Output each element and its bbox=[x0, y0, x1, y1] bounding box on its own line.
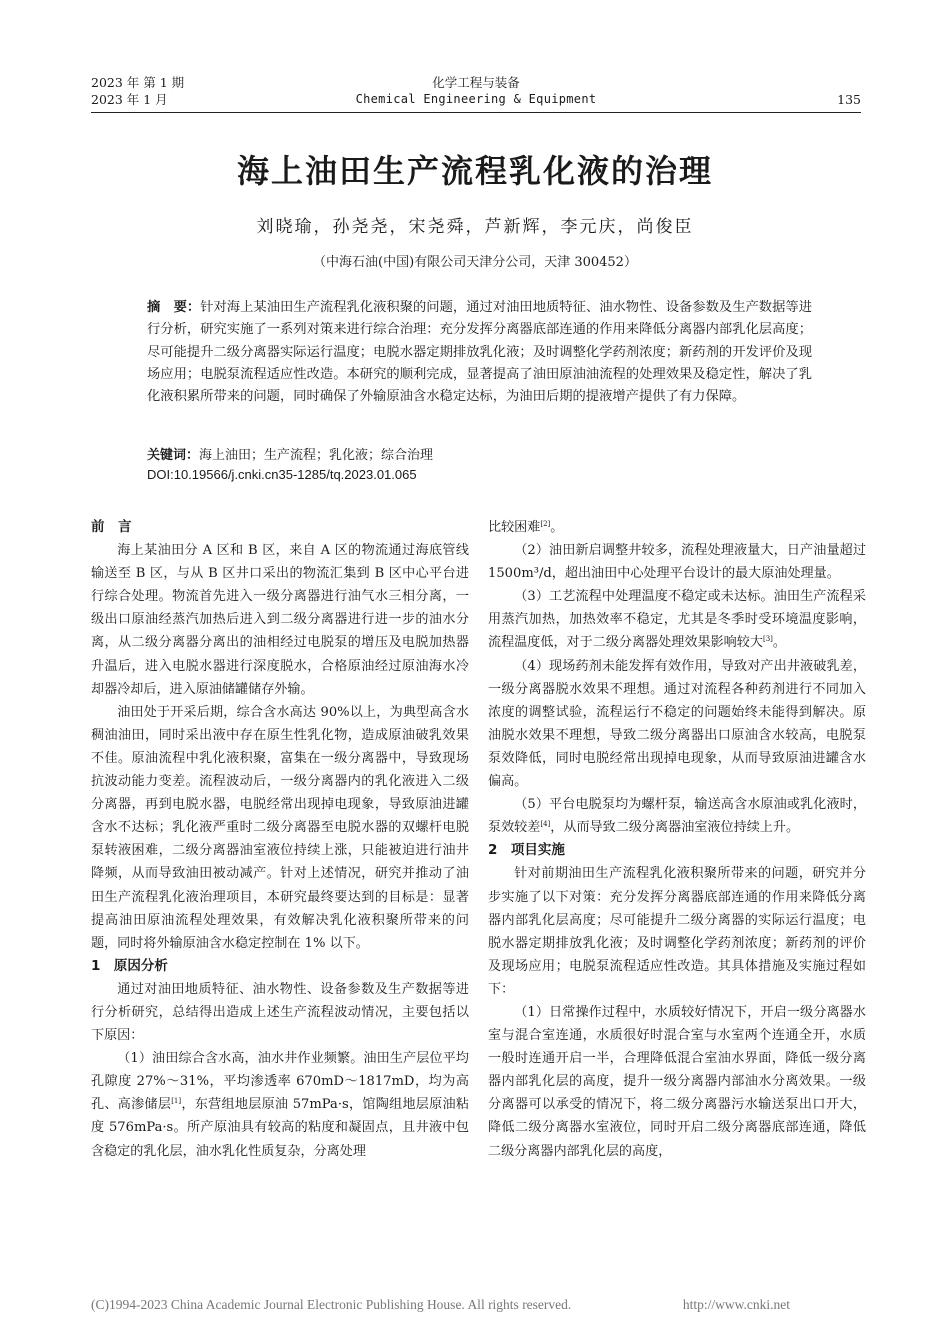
affiliation: （中海石油(中国)有限公司天津分公司，天津 300452） bbox=[313, 255, 637, 270]
authors: 刘晓瑜，孙尧尧，宋尧舜，芦新辉，李元庆，尚俊臣 bbox=[256, 217, 694, 237]
paragraph: 比较困难[2]。 bbox=[488, 520, 564, 535]
header-center bbox=[91, 74, 861, 108]
paragraph: （3）工艺流程中处理温度不稳定或未达标。油田生产流程采用蒸汽加热，加热效率不稳定，尤其是冬季时受环境温度影响，流程温度低，对于二级分离器处理效果影响较大[3]。 bbox=[488, 589, 866, 651]
keywords bbox=[147, 445, 433, 466]
paragraph: 通过对油田地质特征、油水物性、设备参数及生产数据等进行分析研究，总结得出造成上述生产流程波动情况，主要包括以下原因： bbox=[91, 981, 469, 1044]
paragraph: （5）平台电脱泵均为螺杆泵，输送高含水原油或乳化液时，泵效较差[4]，从而导致二级分离器油室液位持续上升。 bbox=[488, 797, 866, 836]
right-column bbox=[488, 516, 866, 1163]
abstract-label: 摘 要： bbox=[147, 300, 201, 315]
citation-ref: [2] bbox=[540, 520, 551, 528]
paragraph: （1）日常操作过程中，水质较好情况下，开启一级分离器水室与混合室连通，水质很好时混合室与水室两个连通全开，水质一般时连通开启一半，合理降低混合室油水界面，降低一级分离器内部乳化层的高度，提升一级分离器内部油水分离效果。一级分离器可以承受的情况下，将二级分离器污水输送泵出口开大，降低二级分离器水室液位，同时开启二级分离器底部连通，降低二级分离器内部乳化层的高度， bbox=[488, 1004, 866, 1159]
section-intro-heading: 前 言 bbox=[91, 519, 132, 535]
keywords-text: 海上油田；生产流程；乳化液；综合治理 bbox=[199, 448, 434, 463]
running-header bbox=[91, 74, 861, 114]
citation-ref: [3] bbox=[762, 635, 773, 644]
abstract-text: 针对海上某油田生产流程乳化液积聚的问题，通过对油田地质特征、油水物性、设备参数及生产数据等进行分析，研究实施了一系列对策来进行综合治理：充分发挥分离器底部连通的作用来降低分离器内部乳化层高度；尽可能提升二级分离器实际运行温度；电脱水器定期排放乳化液；及时调整化学药剂浓度；新药剂的开发评价及现场应用；电脱泵流程适应性改造。本研究的顺利完成，显著提高了油田原油油流程的处理效果及稳定性，解决了乳化液积累所带来的问题，同时确保了外输原油含水稳定达标，为油田后期的提液增产提供了有力保障。 bbox=[147, 300, 813, 405]
left-column bbox=[91, 516, 469, 1163]
citation-ref: [1] bbox=[171, 1097, 182, 1106]
header-rule bbox=[91, 112, 861, 113]
cnki-link[interactable]: http://www.cnki.net bbox=[682, 1297, 790, 1312]
header-journal-en: Chemical Engineering & Equipment bbox=[355, 92, 597, 106]
paper-title: 海上油田生产流程乳化液的治理 bbox=[236, 152, 713, 190]
header-date: 2023 年 1 月 bbox=[91, 92, 168, 107]
citation-ref: [4] bbox=[540, 820, 551, 829]
paragraph: 海上某油田分 A 区和 B 区，来自 A 区的物流通过海底管线输送至 B 区，与从 B 区井口采出的物流汇集到 B 区中心平台进行综合处理。物流首先进入一级分离器进行油气水三相分离，一级出口原油经蒸汽加热后进入到二级分离器进行进一步的油水分离，从二级分离器分离出的油相经过电脱泵的增压及电脱加热器升温后，进入电脱水器进行深度脱水，合格原油经过原油海水冷却器冷却后，进入原油储罐储存外输。 bbox=[91, 543, 469, 697]
doi: DOI:10.19566/j.cnki.cn35-1285/tq.2023.01.065 bbox=[147, 467, 417, 482]
header-journal-cn: 化学工程与装备 bbox=[432, 75, 520, 90]
header-page-number: 135 bbox=[837, 92, 861, 107]
copyright-text: (C)1994-2023 China Academic Journal Electronic Publishing House. All rights reserved. bbox=[91, 1297, 572, 1312]
copyright-footer bbox=[91, 1297, 861, 1313]
section-1-heading: 1 原因分析 bbox=[91, 957, 168, 974]
keywords-label: 关键词： bbox=[147, 448, 200, 463]
paragraph: （1）油田综合含水高，油水井作业频繁。油田生产层位平均孔隙度 27%～31%，平均渗透率 670mD～1817mD，均为高孔、高渗储层[1]，东营组地层原油 57mPa·s，馆陶组地层原油粘度 576mPa·s。所产原油具有较高的粘度和凝固点，且井液中包含稳定的乳化层，油水乳化性质复杂，分离处理 bbox=[91, 1051, 469, 1159]
paragraph: （4）现场药剂未能发挥有效作用，导致对产出井液破乳差，一级分离器脱水效果不理想。通过对流程各种药剂进行不同加入浓度的调整试验，流程运行不稳定的问题始终未能得到解决。原油脱水效果不理想，导致二级分离器出口原油含水较高，电脱泵泵效降低，同时电脱经常出现掉电现象，从而导致原油进罐含水偏高。 bbox=[488, 658, 866, 790]
header-issue: 2023 年 第 1 期 bbox=[91, 75, 185, 90]
paragraph: 针对前期油田生产流程乳化液积聚所带来的问题，研究并分步实施了以下对策：充分发挥分离器底部连通的作用来降低分离器内部乳化层高度；尽可能提升二级分离器的实际运行温度；电脱水器定期排放乳化液；及时调整化学药剂浓度；新药剂的评价及现场应用；电脱泵流程适应性改造。其具体措施及实施过程如下： bbox=[488, 866, 866, 997]
paragraph: 油田处于开采后期，综合含水高达 90%以上，为典型高含水稠油油田，同时采出液中存在原生性乳化物，造成原油破乳效果不佳。原油流程中乳化液积聚，富集在一级分离器中，导致现场抗波动能力变差。流程波动后，一级分离器内的乳化液进入二级分离器，再到电脱水器，电脱经常出现掉电现象，导致原油进罐含水不达标；乳化液严重时二级分离器至电脱水器的双螺杆电脱泵转液困难，二级分离器油室液位持续上涨，只能被迫进行油井降频，从而导致油田被动减产。针对上述情况，研究并推动了油田生产流程乳化液治理项目，本研究最终要达到的目标是：显著提高油田原油流程处理效果，有效解决乳化液积聚所带来的问题，同时将外输原油含水稳定控制在 1% 以下。 bbox=[91, 704, 469, 951]
section-2-heading: 2 项目实施 bbox=[488, 842, 565, 859]
abstract bbox=[147, 297, 812, 408]
paragraph: （2）油田新启调整井较多，流程处理液量大，日产油量超过 1500m³/d，超出油田中心处理平台设计的最大原油处理量。 bbox=[488, 543, 866, 582]
